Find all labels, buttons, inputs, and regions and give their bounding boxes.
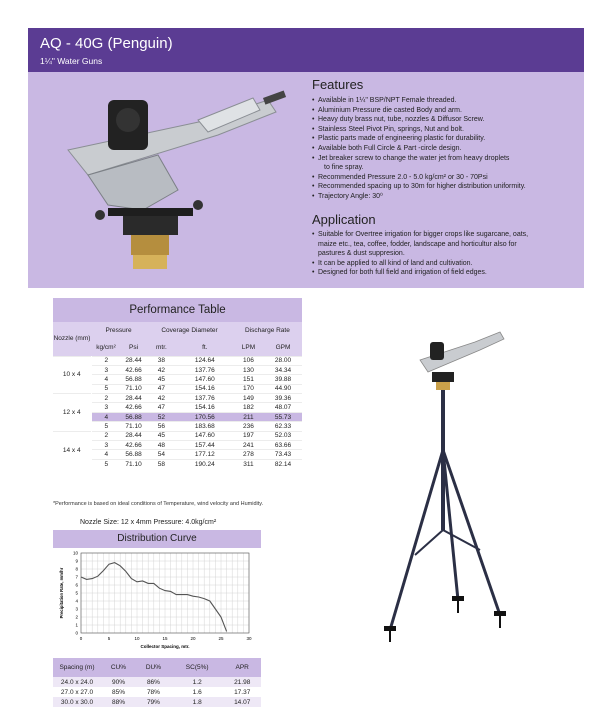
distribution-title: Distribution Curve	[53, 530, 261, 548]
water-gun-image	[48, 80, 298, 280]
table-row	[53, 422, 302, 431]
cell: 63.66	[264, 441, 302, 450]
cell: 3	[91, 365, 121, 374]
table-row	[53, 403, 302, 412]
product-subtitle: 1¼" Water Guns	[40, 56, 103, 66]
cell: 56	[146, 422, 177, 431]
cell: 42.66	[121, 441, 146, 450]
cell: 3	[91, 441, 121, 450]
cell: 52.03	[264, 431, 302, 440]
table-row	[53, 450, 302, 459]
cell: 2	[91, 431, 121, 440]
y-tick-label: 1	[75, 622, 78, 628]
x-tick-label: 5	[107, 636, 111, 641]
table-row	[53, 431, 302, 440]
cell: 197	[233, 431, 264, 440]
cell: 34.34	[264, 365, 302, 374]
cell: 183.68	[177, 422, 233, 431]
cell: 45	[146, 375, 177, 384]
cell: 71.10	[121, 384, 146, 393]
y-tick-label: 6	[75, 582, 78, 588]
spacing-table	[53, 658, 261, 707]
cell: 88%	[101, 697, 136, 707]
feature-item: • Trajectory Angle: 30⁰	[312, 192, 580, 202]
application-item: • Designed for both full field and irrigation of field edges.	[312, 268, 580, 278]
cell: 177.12	[177, 450, 233, 459]
cell: 1.2	[171, 677, 223, 687]
cell: 147.60	[177, 375, 233, 384]
product-title: AQ - 40G (Penguin)	[40, 35, 173, 52]
cell: 1.8	[171, 697, 223, 707]
x-tick-label: 10	[134, 636, 140, 641]
cell: 79%	[136, 697, 171, 707]
cell: 137.76	[177, 394, 233, 403]
col-gpm: GPM	[264, 339, 302, 356]
y-tick-label: 0	[75, 630, 78, 636]
feature-item: • Recommended spacing up to 30m for higher distribution uniformity.	[312, 182, 580, 192]
cell: 71.10	[121, 422, 146, 431]
cell: 47	[146, 403, 177, 412]
y-tick-label: 3	[75, 606, 78, 612]
y-tick-label: 4	[75, 598, 78, 604]
cell: 42.66	[121, 403, 146, 412]
performance-title: Performance Table	[53, 298, 302, 322]
table-row	[53, 412, 302, 421]
table-row	[53, 459, 302, 468]
cell: 130	[233, 365, 264, 374]
nozzle-size-cell: 12 x 4	[53, 394, 91, 432]
feature-item: • Heavy duty brass nut, tube, nozzles & Diffusor Screw.	[312, 115, 580, 125]
cell: 45	[146, 431, 177, 440]
col-kgcm: kg/cm²	[91, 339, 121, 356]
cell: 85%	[111, 688, 125, 696]
application-item: • Suitable for Overtree irrigation for bigger crops like sugarcane, oats,	[312, 230, 580, 240]
cell: 17.37	[234, 688, 251, 696]
cell: 106	[233, 356, 264, 365]
cell: 278	[233, 450, 264, 459]
cell: 71.10	[121, 459, 146, 468]
table-row	[53, 441, 302, 450]
table-row	[53, 365, 302, 374]
cell: 55.73	[264, 412, 302, 421]
cell: 39.88	[264, 375, 302, 384]
cell: 28.00	[264, 356, 302, 365]
cell: 157.44	[177, 441, 233, 450]
table-row	[53, 677, 261, 687]
cell: 2	[91, 394, 121, 403]
cell: 56.88	[121, 412, 146, 421]
col-ft: ft.	[177, 339, 233, 356]
cell: 211	[233, 412, 264, 421]
page-header	[28, 28, 584, 72]
cell: 5	[91, 384, 121, 393]
cell: 311	[233, 459, 264, 468]
y-tick-label: 7	[75, 574, 78, 580]
cell: 24.0 x 24.0	[53, 677, 101, 687]
col-psi: Psi	[121, 339, 146, 356]
cell: 48.07	[264, 403, 302, 412]
table-row	[53, 394, 302, 403]
cell: 56.88	[121, 375, 146, 384]
y-tick-label: 2	[75, 614, 78, 620]
cell: 27.0 x 27.0	[60, 688, 94, 696]
cell: 30.0 x 30.0	[53, 697, 101, 707]
x-tick-label: 0	[79, 636, 83, 641]
cell: 4	[91, 412, 121, 421]
col-lpm: LPM	[233, 339, 264, 356]
application-continuation: maize etc., tea, coffee, fodder, landscape and horticultur also for	[318, 240, 517, 248]
cell: 149	[233, 394, 264, 403]
cell: 190.24	[177, 459, 233, 468]
nozzle-size-line: Nozzle Size: 12 x 4mm Pressure: 4.0kg/cm²	[80, 519, 217, 526]
cell: 2	[91, 356, 121, 365]
cell: 151	[233, 375, 264, 384]
cell: 90%	[101, 677, 136, 687]
col-pressure: Pressure	[91, 322, 146, 339]
x-tick-label: 25	[218, 636, 224, 641]
application-continuation: pastures & dust suppresion.	[318, 250, 405, 258]
cell: 28.44	[121, 394, 146, 403]
cell: 182	[233, 403, 264, 412]
cell: 82.14	[264, 459, 302, 468]
cell: 21.98	[223, 677, 261, 687]
application-list	[312, 230, 580, 278]
cell: 38	[146, 356, 177, 365]
nozzle-size-cell: 14 x 4	[53, 431, 91, 469]
table-row	[53, 687, 261, 697]
features-list	[312, 96, 580, 202]
table-row	[53, 697, 261, 707]
cell: 4	[91, 450, 121, 459]
cell: 48	[146, 441, 177, 450]
cell: 14.07	[223, 697, 261, 707]
cell: 241	[233, 441, 264, 450]
col-spacing: Spacing (m)	[53, 658, 101, 677]
cell: 3	[91, 403, 121, 412]
y-tick-label: 9	[75, 558, 78, 564]
cell: 137.76	[177, 365, 233, 374]
col-apr: APR	[223, 658, 261, 677]
x-tick-label: 30	[246, 636, 252, 641]
cell: 236	[233, 422, 264, 431]
col-sc: SC(5%)	[171, 658, 223, 677]
cell: 44.90	[264, 384, 302, 393]
table-row	[53, 375, 302, 384]
feature-item: • Jet breaker screw to change the water jet from heavy droplets	[312, 154, 580, 164]
performance-footnote: *Performance is based on ideal conditions of Temperature, wind velocity and Humidity.	[53, 501, 264, 507]
cell: 154.16	[177, 384, 233, 393]
cell: 58	[146, 459, 177, 468]
feature-item: • Stainless Steel Pivot Pin, springs, Nut and bolt.	[312, 125, 580, 135]
cell: 42	[146, 365, 177, 374]
distribution-chart	[53, 549, 261, 651]
x-tick-label: 20	[190, 636, 196, 641]
cell: 39.36	[264, 394, 302, 403]
y-tick-label: 5	[75, 590, 78, 596]
table-row	[53, 356, 302, 365]
cell: 124.64	[177, 356, 233, 365]
x-axis-label: Collector Spacing, mtr.	[140, 644, 190, 649]
table-row	[53, 384, 302, 393]
features-title: Features	[312, 77, 364, 92]
cell: 154.16	[177, 403, 233, 412]
y-tick-label: 10	[72, 550, 78, 556]
nozzle-size-cell: 10 x 4	[53, 356, 91, 394]
col-du: DU%	[136, 658, 171, 677]
col-discharge: Discharge Rate	[233, 322, 302, 339]
cell: 5	[91, 459, 121, 468]
feature-continuation: to fine spray.	[324, 164, 364, 172]
cell: 42	[146, 394, 177, 403]
x-tick-label: 15	[162, 636, 168, 641]
cell: 54	[146, 450, 177, 459]
tripod-image	[380, 330, 530, 650]
cell: 170.56	[177, 412, 233, 421]
cell: 4	[91, 375, 121, 384]
cell: 78%	[146, 688, 160, 696]
y-tick-label: 8	[75, 566, 78, 572]
performance-grid	[53, 322, 302, 469]
cell: 73.43	[264, 450, 302, 459]
cell: 28.44	[121, 356, 146, 365]
cell: 86%	[136, 677, 171, 687]
cell: 147.60	[177, 431, 233, 440]
col-coverage: Coverage Diameter	[146, 322, 233, 339]
cell: 52	[146, 412, 177, 421]
feature-item: • Recommended Pressure 2.0 - 5.0 kg/cm² or 30 - 70Psi	[312, 173, 580, 183]
col-cu: CU%	[101, 658, 136, 677]
cell: 62.33	[264, 422, 302, 431]
cell: 28.44	[121, 431, 146, 440]
feature-item: • Available both Full Circle & Part -circle design.	[312, 144, 580, 154]
col-nozzle: Nozzle (mm)	[53, 322, 91, 356]
cell: 170	[233, 384, 264, 393]
application-title: Application	[312, 212, 376, 227]
feature-item: • Available in 1¼" BSP/NPT Female threaded.	[312, 96, 580, 106]
cell: 5	[91, 422, 121, 431]
cell: 1.6	[192, 688, 202, 696]
cell: 42.66	[121, 365, 146, 374]
feature-item: • Aluminium Pressure die casted Body and arm.	[312, 106, 580, 116]
y-axis-label: Precipitation Rate, mm/hr	[59, 567, 64, 619]
application-item: • It can be applied to all kind of land and cultivation.	[312, 259, 580, 269]
cell: 56.88	[121, 450, 146, 459]
feature-item: • Plastic parts made of engineering plastic for durability.	[312, 134, 580, 144]
performance-table	[53, 298, 302, 469]
cell: 47	[146, 384, 177, 393]
col-mtr: mtr.	[146, 339, 177, 356]
